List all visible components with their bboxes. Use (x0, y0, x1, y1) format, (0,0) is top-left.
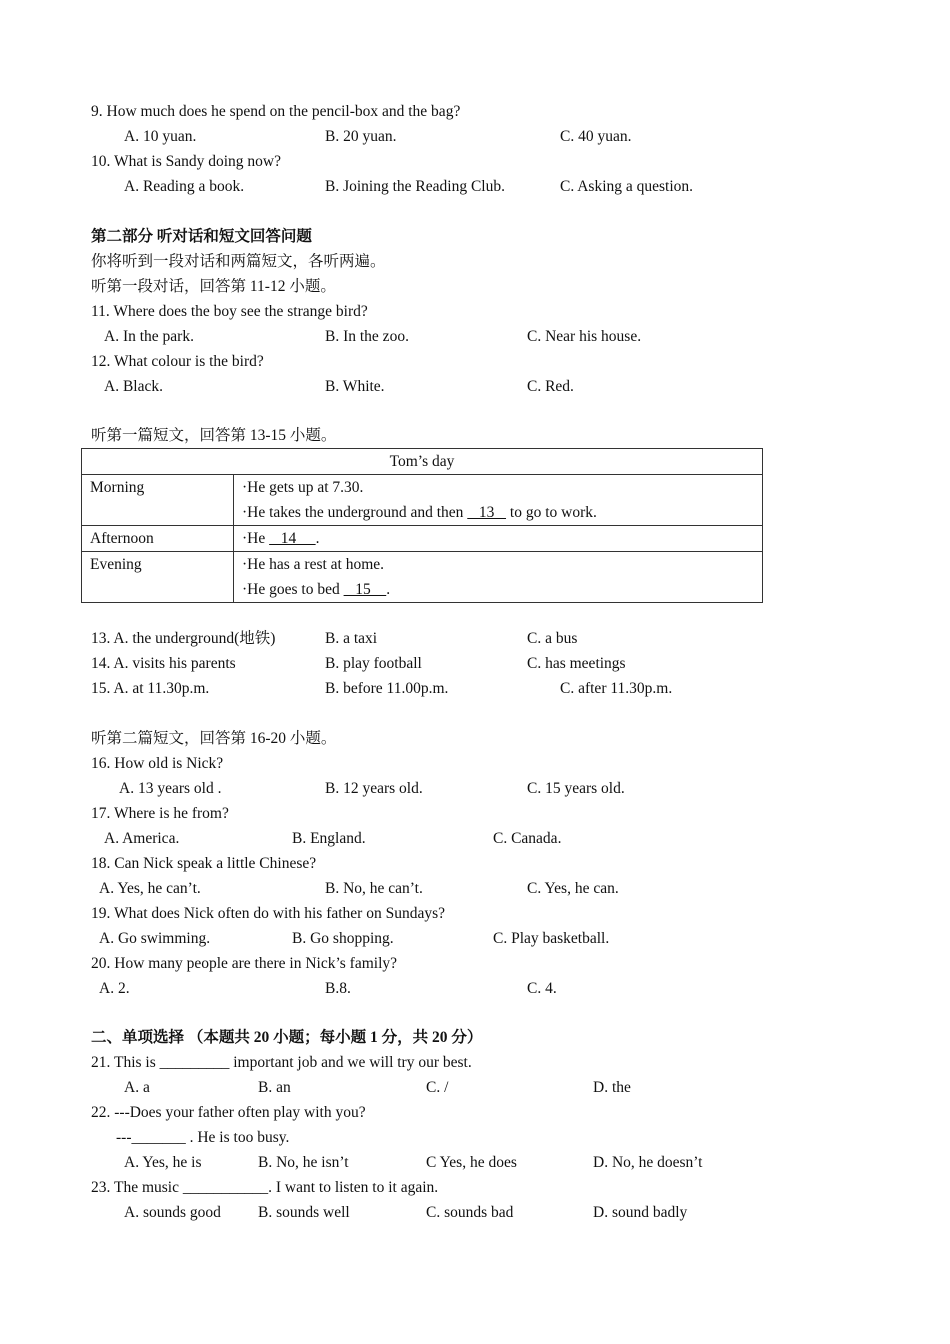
q18-option-b: B. No, he can’t. (325, 880, 423, 897)
morning-line-2: ·He takes the underground and then 13 to go to work. (242, 504, 597, 521)
q21-stem: 21. This is _________ important job and we will try our best. (91, 1054, 472, 1071)
toms-day-table (81, 448, 763, 603)
blank-15: 15 (343, 581, 387, 598)
evening-line-1: ·He has a rest at home. (242, 556, 385, 573)
q17-option-a: A. America. (104, 830, 180, 847)
row-label-evening: Evening (82, 552, 234, 603)
part2-heading: 第二部分 听对话和短文回答问题 (91, 228, 312, 245)
q19-option-c: C. Play basketball. (493, 930, 610, 947)
row-content-evening (234, 552, 763, 603)
table-row-evening (82, 552, 763, 603)
q10-option-a: A. Reading a book. (124, 178, 245, 195)
q11-option-b: B. In the zoo. (325, 328, 409, 345)
q12-stem: 12. What colour is the bird? (91, 353, 264, 370)
q16-option-c: C. 15 years old. (527, 780, 625, 797)
q21-option-d: D. the (593, 1079, 631, 1096)
q9-option-c: C. 40 yuan. (560, 128, 632, 145)
q17-option-b: B. England. (292, 830, 366, 847)
q18-stem: 18. Can Nick speak a little Chinese? (91, 855, 317, 872)
q21-option-a: A. a (124, 1079, 150, 1096)
q23-option-c: C. sounds bad (426, 1204, 514, 1221)
section2-heading: 二、单项选择 （本题共 20 小题；每小题 1 分，共 20 分） (91, 1029, 483, 1046)
q14-option-a: 14. A. visits his parents (91, 655, 236, 672)
blank-13: 13 (467, 504, 507, 521)
evening-line-2: ·He goes to bed 15 . (242, 581, 391, 598)
q13-option-b: B. a taxi (325, 630, 378, 647)
passage2-intro: 听第二篇短文，回答第 16-20 小题。 (91, 730, 337, 747)
q20-stem: 20. How many people are there in Nick’s family? (91, 955, 398, 972)
q17-option-c: C. Canada. (493, 830, 562, 847)
blank-14: 14 (269, 530, 316, 547)
q10-stem: 10. What is Sandy doing now? (91, 153, 282, 170)
q9-option-a: A. 10 yuan. (124, 128, 197, 145)
q16-option-b: B. 12 years old. (325, 780, 423, 797)
q19-option-a: A. Go swimming. (99, 930, 211, 947)
q19-stem: 19. What does Nick often do with his father on Sundays? (91, 905, 445, 922)
passage1-intro: 听第一篇短文，回答第 13-15 小题。 (91, 427, 337, 444)
q23-option-b: B. sounds well (258, 1204, 350, 1221)
q17-stem: 17. Where is he from? (91, 805, 229, 822)
row-content-afternoon (234, 526, 763, 552)
q22-option-c: C Yes, he does (426, 1154, 517, 1171)
q11-option-a: A. In the park. (104, 328, 194, 345)
q12-option-c: C. Red. (527, 378, 574, 395)
morning-line-1: ·He gets up at 7.30. (242, 479, 364, 496)
table-row-morning (82, 475, 763, 526)
q15-option-c: C. after 11.30p.m. (560, 680, 673, 697)
q14-option-b: B. play football (325, 655, 422, 672)
row-label-afternoon: Afternoon (82, 526, 234, 552)
q22-option-b: B. No, he isn’t (258, 1154, 349, 1171)
q22-stem: 22. ---Does your father often play with you? (91, 1104, 366, 1121)
q20-option-c: C. 4. (527, 980, 557, 997)
dialog-intro: 听第一段对话，回答第 11-12 小题。 (91, 278, 336, 295)
q23-option-d: D. sound badly (593, 1204, 688, 1221)
q14-option-c: C. has meetings (527, 655, 626, 672)
q12-option-a: A. Black. (104, 378, 163, 395)
afternoon-line-1: ·He 14 . (242, 530, 320, 547)
q10-option-b: B. Joining the Reading Club. (325, 178, 505, 195)
q20-option-b: B.8. (325, 980, 351, 997)
q16-option-a: A. 13 years old . (119, 780, 222, 797)
q13-option-a: 13. A. the underground(地铁) (91, 630, 276, 647)
row-label-morning: Morning (82, 475, 234, 526)
q11-stem: 11. Where does the boy see the strange bird? (91, 303, 368, 320)
q15-option-b: B. before 11.00p.m. (325, 680, 449, 697)
q9-option-b: B. 20 yuan. (325, 128, 397, 145)
row-content-morning (234, 475, 763, 526)
q11-option-c: C. Near his house. (527, 328, 642, 345)
q10-option-c: C. Asking a question. (560, 178, 694, 195)
q21-option-c: C. / (426, 1079, 449, 1096)
q19-option-b: B. Go shopping. (292, 930, 394, 947)
q20-option-a: A. 2. (99, 980, 130, 997)
q18-option-a: A. Yes, he can’t. (99, 880, 201, 897)
q23-stem: 23. The music ___________. I want to listen to it again. (91, 1179, 439, 1196)
q18-option-c: C. Yes, he can. (527, 880, 619, 897)
table-row-afternoon (82, 526, 763, 552)
q12-option-b: B. White. (325, 378, 385, 395)
part2-intro: 你将听到一段对话和两篇短文，各听两遍。 (91, 253, 386, 270)
table-title: Tom’s day (82, 449, 763, 475)
q22-option-a: A. Yes, he is (124, 1154, 202, 1171)
q23-option-a: A. sounds good (124, 1204, 221, 1221)
q16-stem: 16. How old is Nick? (91, 755, 224, 772)
q13-option-c: C. a bus (527, 630, 578, 647)
q22-option-d: D. No, he doesn’t (593, 1154, 703, 1171)
q22-reply: ---_______ . He is too busy. (116, 1129, 290, 1146)
q15-option-a: 15. A. at 11.30p.m. (91, 680, 210, 697)
q21-option-b: B. an (258, 1079, 291, 1096)
q9-stem: 9. How much does he spend on the pencil-box and the bag? (91, 103, 461, 120)
